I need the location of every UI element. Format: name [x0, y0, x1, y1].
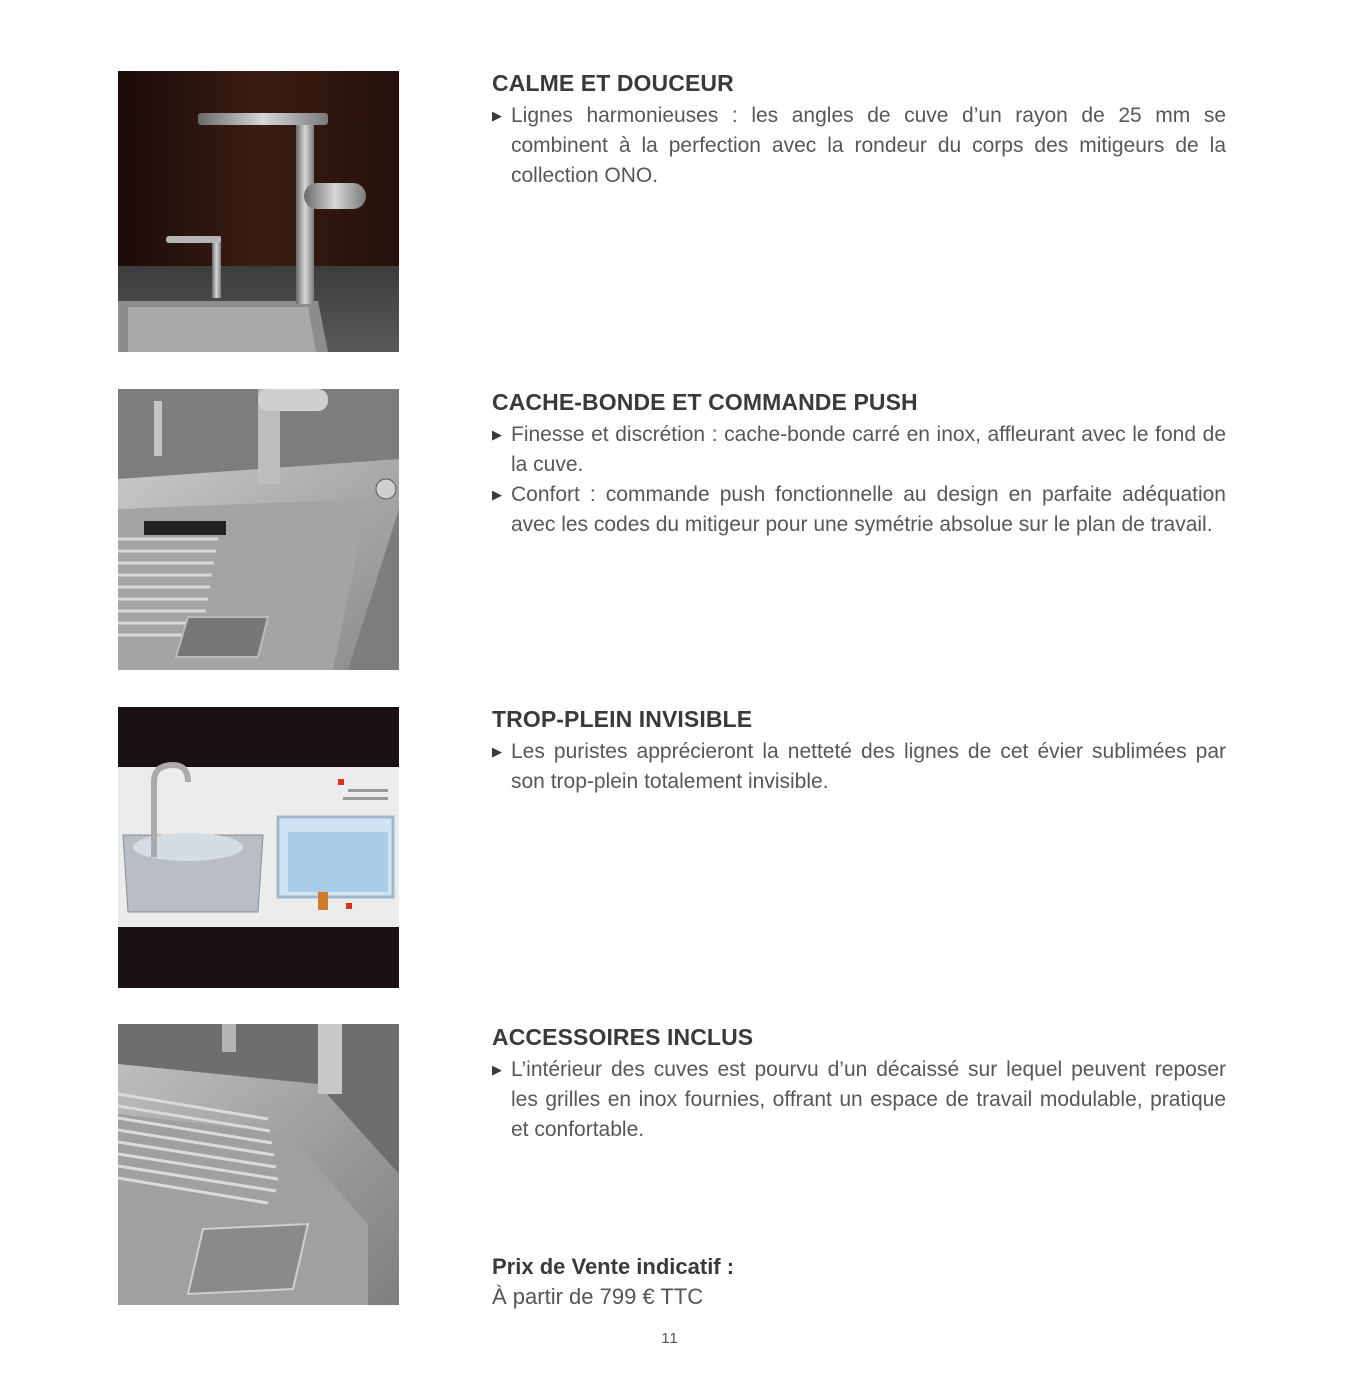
section-cache-bonde — [492, 388, 1226, 540]
bullet-text: Les puristes apprécieront la netteté des lignes de cet évier sublimées par son trop-plein totalement invisible. — [511, 740, 1226, 793]
faucet-photo — [118, 71, 399, 352]
price-label: Prix de Vente indicatif : — [492, 1254, 735, 1279]
section-title: CALME ET DOUCEUR — [492, 70, 734, 96]
bullet-arrow-icon: ▶ — [492, 1062, 502, 1077]
bullet-arrow-icon: ▶ — [492, 487, 502, 502]
price-value: À partir de 799 € TTC — [492, 1284, 704, 1309]
drain-push-photo — [118, 389, 399, 670]
bullet-text: Confort : commande push fonctionnelle au design en parfaite adéquation avec les codes du mitigeur pour une symétrie absolue sur le plan de travail. — [511, 483, 1226, 536]
bullet-item — [492, 737, 1226, 797]
bullet-arrow-icon: ▶ — [492, 744, 502, 759]
section-title: CACHE-BONDE ET COMMANDE PUSH — [492, 389, 918, 415]
bullet-arrow-icon: ▶ — [492, 427, 502, 442]
bullet-item — [492, 101, 1226, 191]
section-trop-plein — [492, 705, 1226, 797]
overflow-photo — [118, 707, 399, 988]
page-number: 11 — [661, 1330, 679, 1347]
bullet-text: L’intérieur des cuves est pourvu d’un décaissé sur lequel peuvent reposer les grilles en inox fournies, offrant un espace de travail modulable, pratique et confortable. — [511, 1058, 1226, 1141]
bullet-arrow-icon: ▶ — [492, 108, 502, 123]
section-accessoires — [492, 1023, 1226, 1145]
bullet-item — [492, 1055, 1226, 1145]
bullet-text: Lignes harmonieuses : les angles de cuve d’un rayon de 25 mm se combinent à la perfection avec la rondeur du corps des mitigeurs de la collection ONO. — [511, 104, 1226, 187]
bullet-item — [492, 480, 1226, 540]
section-title: ACCESSOIRES INCLUS — [492, 1024, 754, 1050]
price-block — [492, 1252, 1092, 1312]
bullet-text: Finesse et discrétion : cache-bonde carré en inox, affleurant avec le fond de la cuve. — [511, 423, 1226, 476]
section-title: TROP-PLEIN INVISIBLE — [492, 706, 753, 732]
bullet-item — [492, 420, 1226, 480]
accessories-photo — [118, 1024, 399, 1305]
section-calme-et-douceur — [492, 69, 1226, 191]
